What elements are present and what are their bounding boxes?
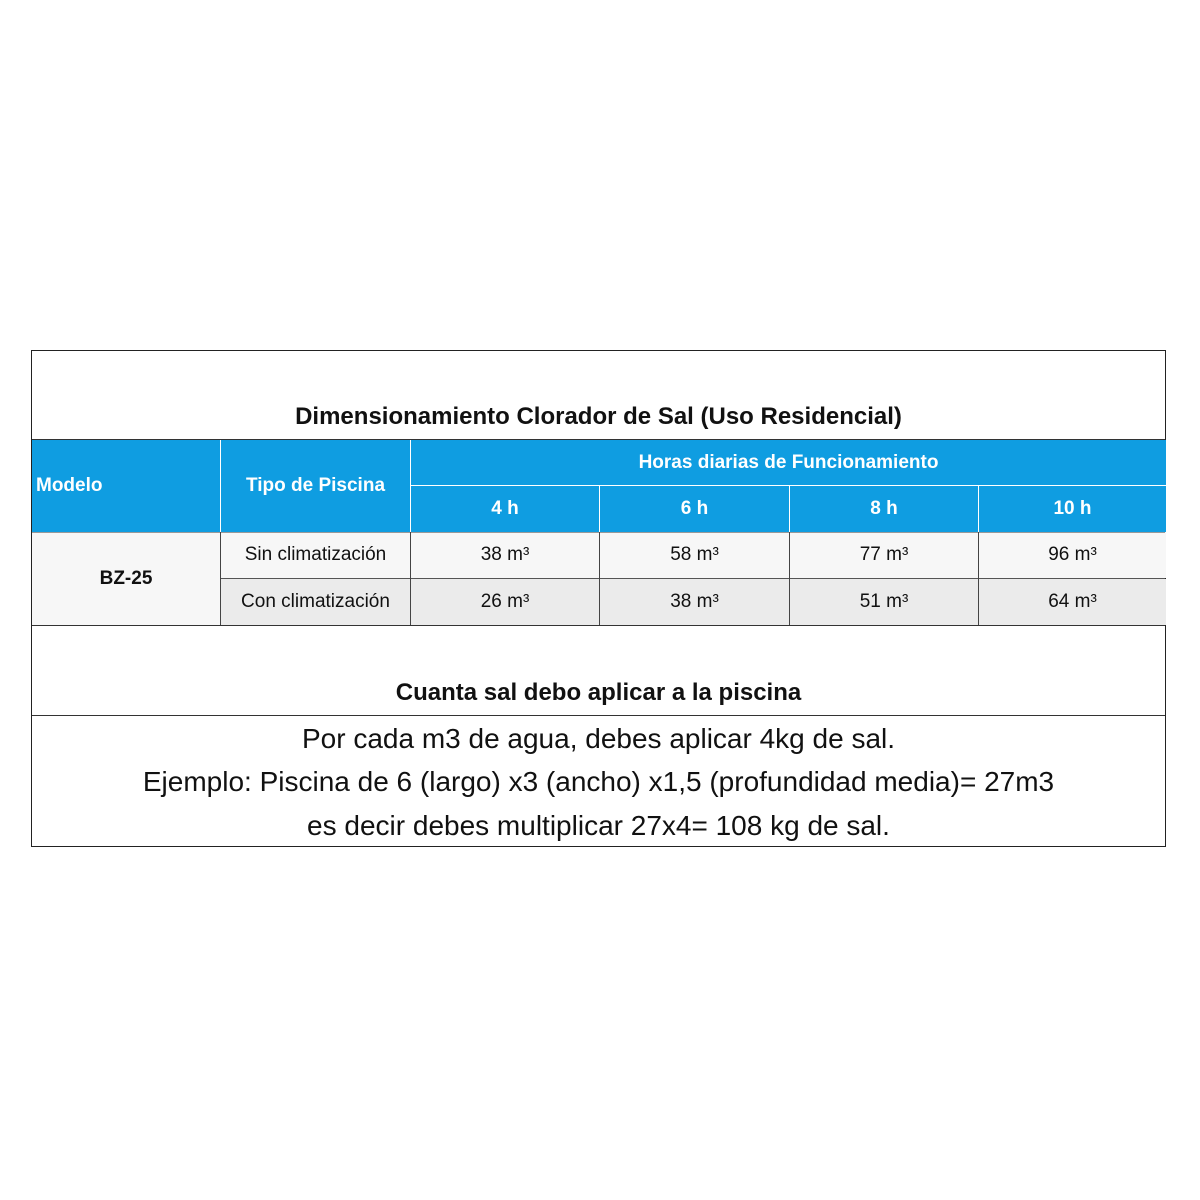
table-row-2-6h xyxy=(600,579,789,625)
grid-line xyxy=(599,532,600,625)
salt-line-2 xyxy=(32,760,1165,804)
table-row-1-10h xyxy=(979,532,1166,578)
grid-line xyxy=(220,532,221,625)
salt-line-3 xyxy=(32,804,1165,848)
header-divider xyxy=(410,440,411,532)
header-hours-8-label: 8 h xyxy=(870,498,898,519)
header-divider xyxy=(789,486,790,532)
salt-line-2-text: Ejemplo: Piscina de 6 (largo) x3 (ancho) x1,5 (profundidad media)= 27m3 xyxy=(142,766,1055,797)
table-row-2-8h xyxy=(790,579,978,625)
row-1-8h-value: 77 m³ xyxy=(859,544,909,565)
row-1-4h-value: 38 m³ xyxy=(480,544,530,565)
table-row-2-4h xyxy=(411,579,599,625)
table-row-1-6h xyxy=(600,532,789,578)
row-1-6h-value: 58 m³ xyxy=(670,544,719,565)
header-hours-10 xyxy=(979,486,1166,532)
model-name: BZ-25 xyxy=(99,567,153,589)
row-2-type-label: Con climatización xyxy=(241,591,390,612)
header-divider xyxy=(220,440,221,532)
grid-line xyxy=(789,532,790,625)
header-hours-4-label: 4 h xyxy=(491,498,519,519)
header-model-label: Modelo xyxy=(36,475,103,496)
table-row-1-4h xyxy=(411,532,599,578)
header-hours-group-label: Horas diarias de Funcionamiento xyxy=(638,451,939,473)
row-2-6h-value: 38 m³ xyxy=(670,591,719,612)
header-divider xyxy=(978,486,979,532)
grid-line xyxy=(32,625,1165,626)
header-hours-10-label: 10 h xyxy=(1053,498,1092,519)
table-row-1-8h xyxy=(790,532,978,578)
row-2-10h-value: 64 m³ xyxy=(1048,591,1097,612)
header-model xyxy=(32,440,220,532)
header-hours-6-label: 6 h xyxy=(680,498,709,519)
table-title: Dimensionamiento Clorador de Sal (Uso Residencial) xyxy=(295,403,902,430)
grid-line xyxy=(32,715,1165,716)
header-hours-group xyxy=(411,440,1166,485)
header-divider xyxy=(599,486,600,532)
table-row-1-type xyxy=(221,532,410,578)
row-1-type-label: Sin climatización xyxy=(244,544,387,565)
row-2-4h-value: 26 m³ xyxy=(480,591,530,612)
model-cell xyxy=(32,532,220,625)
header-pool-type-label: Tipo de Piscina xyxy=(245,475,386,496)
grid-line xyxy=(410,532,411,625)
grid-line xyxy=(221,578,1165,579)
header-hours-6 xyxy=(600,486,789,532)
row-1-10h-value: 96 m³ xyxy=(1048,544,1097,565)
grid-line xyxy=(978,532,979,625)
table-row-2-10h xyxy=(979,579,1166,625)
salt-title: Cuanta sal debo aplicar a la piscina xyxy=(395,679,802,706)
salt-line-3-text: es decir debes multiplicar 27x4= 108 kg de sal. xyxy=(307,810,890,841)
sizing-sheet xyxy=(31,350,1166,847)
header-hours-8 xyxy=(790,486,978,532)
salt-line-1-text: Por cada m3 de agua, debes aplicar 4kg de sal. xyxy=(301,723,896,754)
grid-line xyxy=(32,439,1165,440)
table-row-2-type xyxy=(221,579,410,625)
header-hours-4 xyxy=(411,486,599,532)
salt-line-1 xyxy=(32,718,1165,760)
header-pool-type xyxy=(221,440,410,532)
row-2-8h-value: 51 m³ xyxy=(859,591,909,612)
